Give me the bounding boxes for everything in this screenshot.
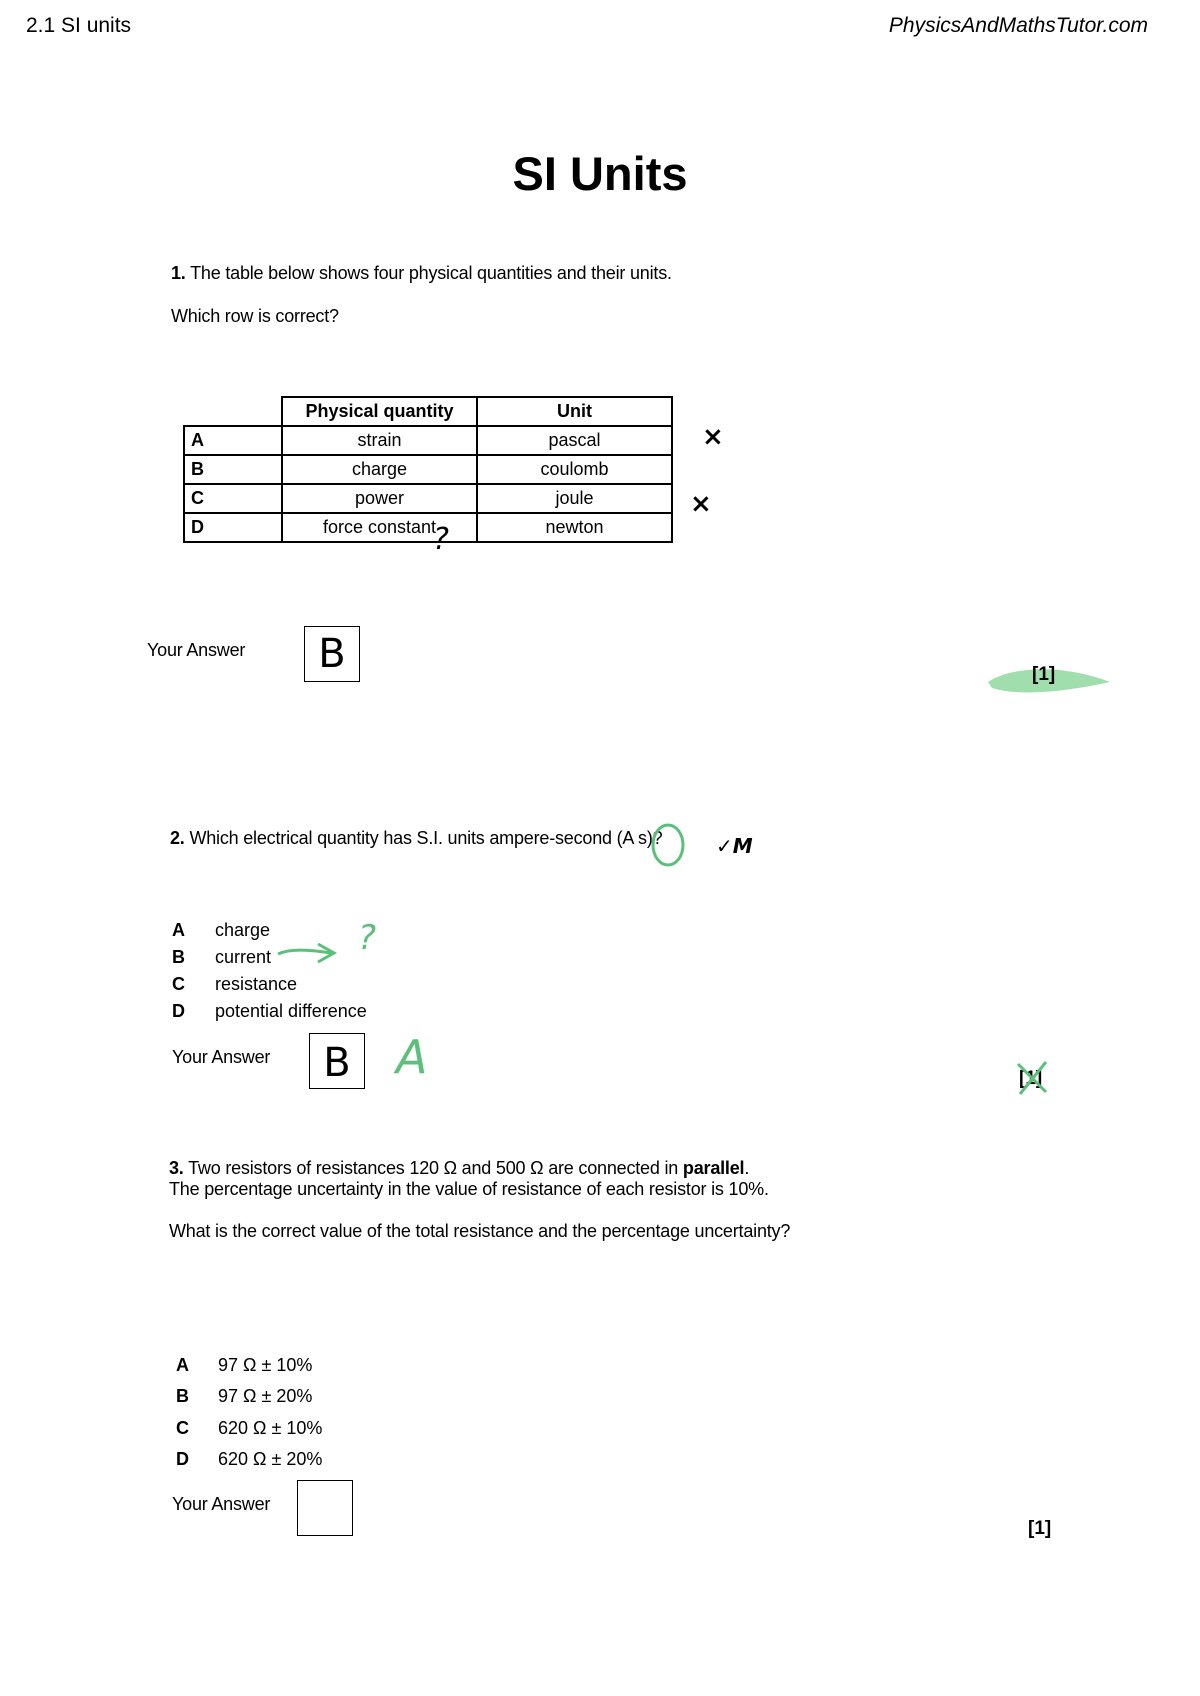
table-row bbox=[184, 513, 672, 542]
q1-number: 1. bbox=[171, 263, 186, 283]
q1-answer-value: B bbox=[318, 631, 346, 677]
q2-option-text: charge bbox=[215, 920, 271, 940]
q1-marks: [1] bbox=[1032, 664, 1056, 685]
row-quantity: force constant bbox=[282, 513, 477, 542]
q1-stem bbox=[171, 263, 672, 284]
q3-number: 3. bbox=[169, 1158, 184, 1178]
q2-option-text: potential difference bbox=[215, 1001, 367, 1021]
row-letter: D bbox=[184, 513, 282, 542]
q2-option-letter: C bbox=[172, 974, 185, 994]
q2-stem bbox=[170, 828, 662, 849]
row-unit: pascal bbox=[477, 426, 672, 455]
green-circle-annotation bbox=[648, 820, 688, 870]
q3-stem bbox=[169, 1158, 749, 1179]
cross-mark-row-a: × bbox=[702, 422, 724, 452]
row-quantity: power bbox=[282, 484, 477, 513]
q3-option-letter: B bbox=[176, 1386, 189, 1406]
row-letter: A bbox=[184, 426, 282, 455]
q3-option-text: 97 Ω ± 10% bbox=[218, 1355, 313, 1375]
q3-option-text: 97 Ω ± 20% bbox=[218, 1386, 313, 1406]
table-row bbox=[184, 455, 672, 484]
q3-option-text: 620 Ω ± 10% bbox=[218, 1418, 323, 1438]
q1-answer-label: Your Answer bbox=[147, 640, 246, 660]
q3-option-text: 620 Ω ± 20% bbox=[218, 1449, 323, 1469]
q2-option-letter: B bbox=[172, 947, 185, 967]
q2-marks: [1] bbox=[1019, 1068, 1043, 1089]
q1-header-unit: Unit bbox=[477, 397, 672, 426]
row-quantity: strain bbox=[282, 426, 477, 455]
row-quantity: charge bbox=[282, 455, 477, 484]
q2-number: 2. bbox=[170, 828, 185, 848]
q1-prompt: Which row is correct? bbox=[171, 306, 339, 326]
header-left: 2.1 SI units bbox=[26, 14, 132, 37]
q2-option-text: current bbox=[215, 947, 272, 967]
header-right: PhysicsAndMathsTutor.com bbox=[888, 14, 1148, 37]
q2-option-letter: A bbox=[172, 920, 185, 940]
q3-text: Two resistors of resistances 120 Ω and 500 Ω are connected in bbox=[188, 1158, 683, 1178]
q2-option-text: resistance bbox=[215, 974, 298, 994]
row-letter: B bbox=[184, 455, 282, 484]
q1-table bbox=[183, 396, 673, 543]
question-mark-annotation: ? bbox=[433, 522, 449, 557]
q2-answer-value: B bbox=[323, 1040, 351, 1086]
green-arrow-annotation bbox=[276, 936, 338, 966]
table-row bbox=[184, 484, 672, 513]
row-unit: joule bbox=[477, 484, 672, 513]
q3-answer-label: Your Answer bbox=[172, 1494, 271, 1514]
q1-header-quantity: Physical quantity bbox=[282, 397, 477, 426]
q3-option-letter: D bbox=[176, 1449, 189, 1469]
row-letter: C bbox=[184, 484, 282, 513]
green-question-mark: ? bbox=[358, 918, 377, 958]
cross-mark-row-c: × bbox=[690, 489, 712, 519]
q1-answer-box[interactable] bbox=[304, 626, 360, 682]
q2-text: Which electrical quantity has S.I. units ampere-second (A s)? bbox=[189, 828, 663, 848]
tick-m-annotation: ✓M bbox=[716, 834, 753, 858]
q3-line2: The percentage uncertainty in the value of resistance of each resistor is 10%. bbox=[169, 1179, 769, 1199]
table-row bbox=[184, 426, 672, 455]
q3-answer-box[interactable] bbox=[297, 1480, 353, 1536]
q1-table-corner bbox=[184, 397, 282, 426]
q3-text-end: . bbox=[744, 1158, 750, 1178]
q3-prompt: What is the correct value of the total resistance and the percentage uncertainty? bbox=[169, 1221, 791, 1241]
q1-table-header bbox=[184, 397, 672, 426]
row-unit: coulomb bbox=[477, 455, 672, 484]
q3-marks: [1] bbox=[1028, 1518, 1052, 1539]
page-title: SI Units bbox=[512, 147, 688, 200]
q3-option-letter: A bbox=[176, 1355, 189, 1375]
q2-option-letter: D bbox=[172, 1001, 185, 1021]
row-unit: newton bbox=[477, 513, 672, 542]
q2-answer-box[interactable] bbox=[309, 1033, 365, 1089]
green-correction-letter: A bbox=[396, 1030, 428, 1084]
q3-option-letter: C bbox=[176, 1418, 189, 1438]
q2-answer-label: Your Answer bbox=[172, 1047, 271, 1067]
q1-text: The table below shows four physical quantities and their units. bbox=[190, 263, 672, 283]
green-cross-over-mark bbox=[1012, 1058, 1052, 1098]
q3-text-bold: parallel bbox=[682, 1158, 745, 1178]
